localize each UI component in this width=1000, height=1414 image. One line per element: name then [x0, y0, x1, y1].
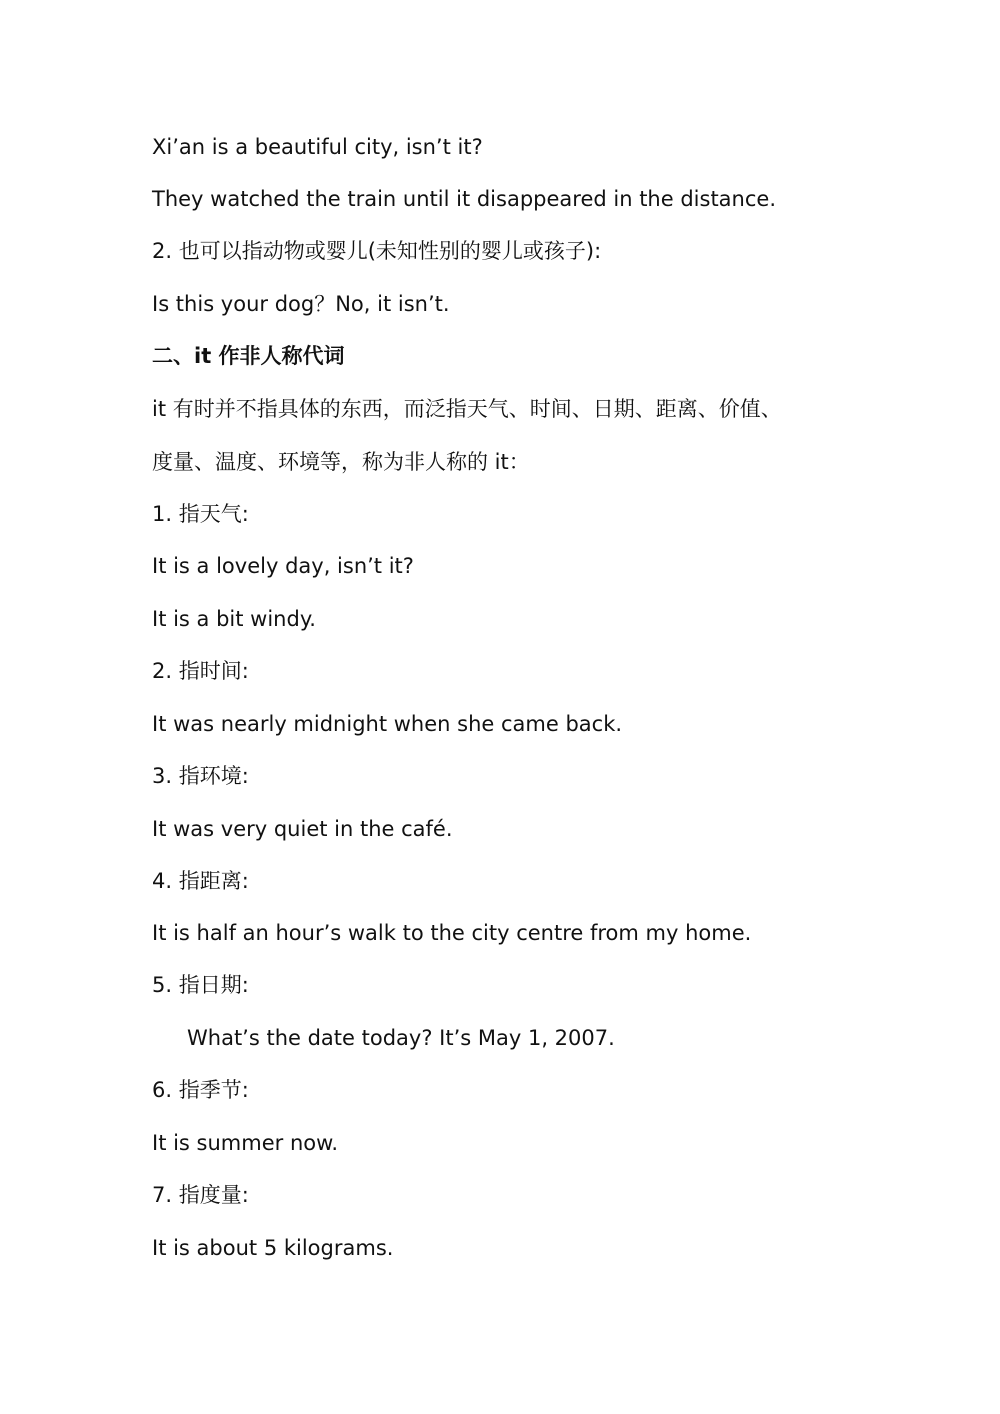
- example-sentence: It is summer now.: [152, 1131, 339, 1155]
- numbered-point: 2. 指时间:: [152, 659, 249, 683]
- numbered-point: 1. 指天气:: [152, 502, 249, 526]
- paragraph-line: it 有时并不指具体的东西，而泛指天气、时间、日期、距离、价值、: [152, 397, 782, 421]
- example-sentence: Xi’an is a beautiful city, isn’t it?: [152, 135, 483, 159]
- numbered-point: 4. 指距离:: [152, 869, 249, 893]
- example-sentence: It is a bit windy.: [152, 607, 316, 631]
- example-sentence: It is a lovely day, isn’t it?: [152, 554, 414, 578]
- numbered-point: 3. 指环境:: [152, 764, 249, 788]
- example-sentence: What’s the date today? It’s May 1, 2007.: [187, 1026, 615, 1050]
- example-sentence: It is half an hour’s walk to the city centre from my home.: [152, 921, 752, 945]
- numbered-point: 6. 指季节:: [152, 1078, 249, 1102]
- example-sentence: They watched the train until it disappeared in the distance.: [152, 187, 776, 211]
- example-sentence: Is this your dog？No, it isn’t.: [152, 292, 450, 316]
- example-sentence: It was very quiet in the café.: [152, 817, 453, 841]
- section-heading: 二、it 作非人称代词: [152, 344, 345, 368]
- example-sentence: It is about 5 kilograms.: [152, 1236, 394, 1260]
- numbered-point: 2. 也可以指动物或婴儿(未知性别的婴儿或孩子):: [152, 239, 602, 263]
- example-sentence: It was nearly midnight when she came back.: [152, 712, 623, 736]
- numbered-point: 7. 指度量:: [152, 1183, 249, 1207]
- paragraph-line: 度量、温度、环境等，称为非人称的 it：: [152, 450, 530, 474]
- numbered-point: 5. 指日期:: [152, 973, 249, 997]
